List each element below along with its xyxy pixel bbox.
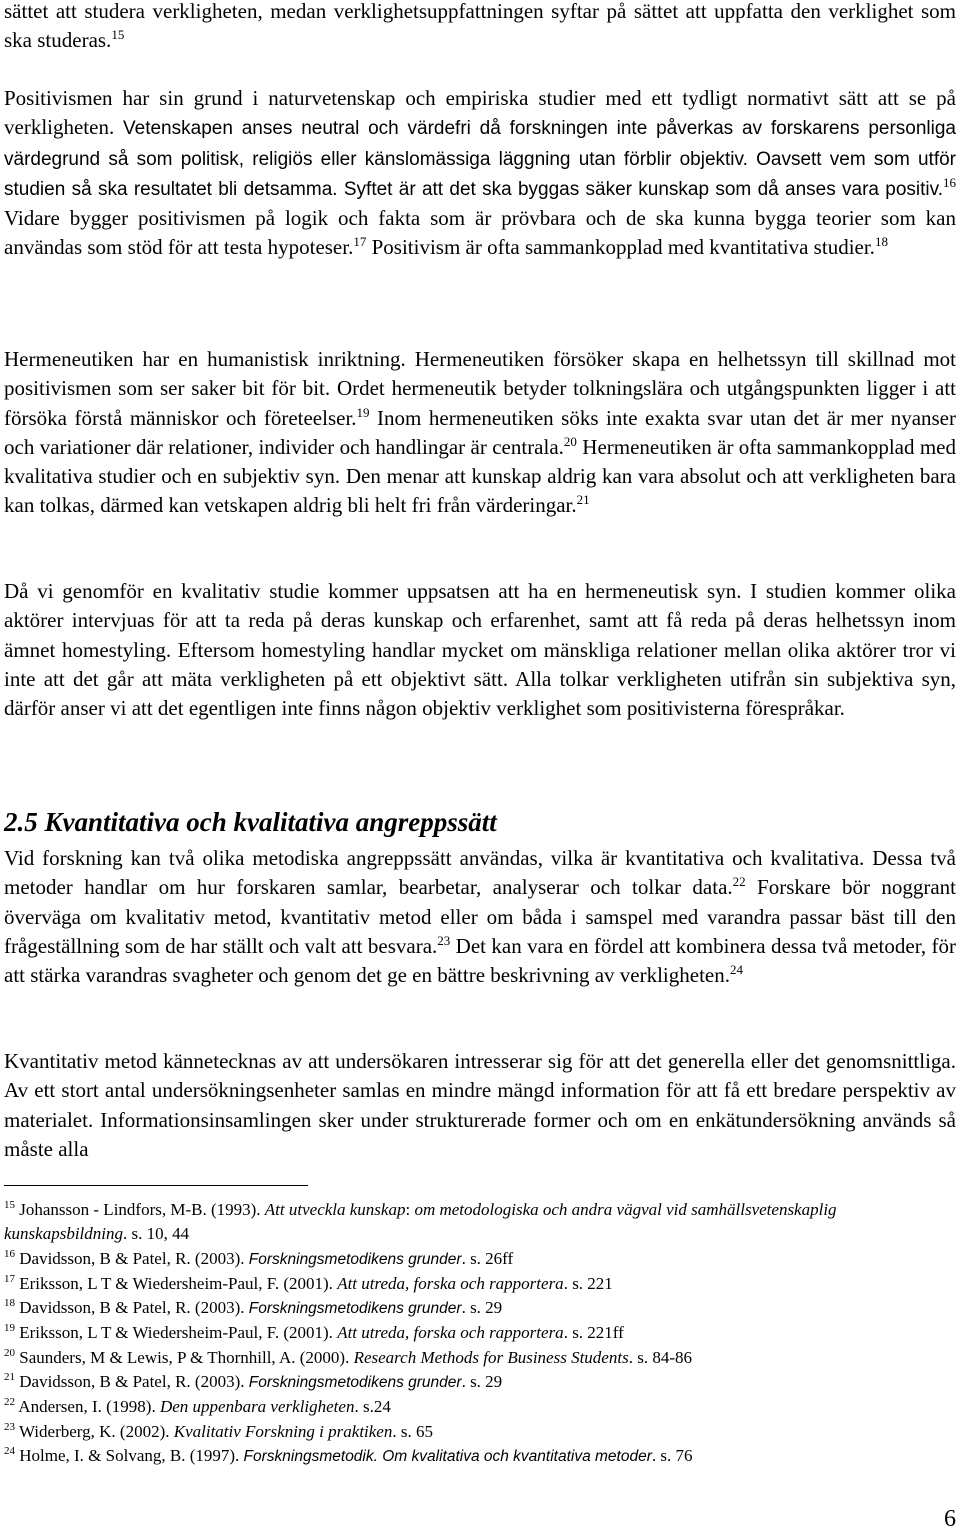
- footnote-ref-24[interactable]: 24: [729, 962, 743, 978]
- paragraph-positivism: [4, 84, 956, 263]
- paragraph-text: Forskare bör noggrant överväga om kvalitativ metod, kvantitativ metod eller om båda i samspel med varandra passar bäst till den frågeställning som de har ställt och valt att besvara.: [4, 875, 956, 958]
- paragraph-quantitative: [4, 1047, 956, 1164]
- paragraph-text: Inom hermeneutiken söks inte exakta svar utan det är mer nyanser och variationer där relationer, individer och handlingar är centrala.: [4, 405, 956, 459]
- paragraph-text-sans: Vetenskapen anses neutral och värdefri då forskningen inte påverkas av forskarens personliga värdegrund så som politisk, religiös eller känslomässiga läggning utan förblir objektiv. Oavsett vem som utför studien så ska resultatet bli detsamma. Syftet är att det ska byggas säker kunskap som då anses vara positiv.: [4, 118, 956, 200]
- footnote-ref-21[interactable]: 21: [576, 492, 590, 508]
- footnote: $^{18}$ Davidsson, B & Patel, R. (2003). Forskningsmetodikens grunder. s. 29: [4, 1297, 503, 1318]
- footnote-ref-15[interactable]: 15: [111, 27, 125, 43]
- footnote: $^{19}$ Eriksson, L T & Wiedersheim-Paul, F. (2001). Att utreda, forska och rapportera. s. 221ff: [4, 1322, 624, 1343]
- section-heading: 2.5 Kvantitativa och kvalitativa angreppssätt: [4, 807, 497, 837]
- footnote-separator: [4, 1185, 308, 1186]
- footnote: $^{22}$ Andersen, I. (1998). Den uppenbara verkligheten. s.24: [4, 1396, 391, 1417]
- footnote-ref-17[interactable]: 17: [353, 234, 367, 250]
- paragraph-text: Positivism är ofta sammankopplad med kvantitativa studier.: [366, 235, 875, 260]
- paragraph-methods: [4, 844, 956, 990]
- footnote: $^{20}$ Saunders, M & Lewis, P & Thornhill, A. (2000). Research Methods for Business Students. s. 84-86: [4, 1346, 692, 1367]
- footnote: $^{15}$ Johansson - Lindfors, M-B. (1993). Att utveckla kunskap: om metodologiska och andra vägval vid samhällsvetenskaplig kunskapsbildning. s. 10, 44: [4, 1199, 837, 1244]
- footnote: $^{21}$ Davidsson, B & Patel, R. (2003). Forskningsmetodikens grunder. s. 29: [4, 1371, 503, 1392]
- footnote-ref-16[interactable]: 16: [943, 174, 956, 190]
- paragraph-text: Hermeneutiken är ofta sammankopplad med kvalitativa studier och en subjektiv syn. Den menar att kunskap aldrig kan vara absolut och att verkligheten bara kan tolkas, därmed kan vetskapen aldrig bli helt fri från värderingar.: [4, 434, 957, 518]
- paragraph-text: sättet att studera verkligheten, medan verklighetsuppfattningen syftar på sättet att uppfatta den verklighet som ska studeras.: [4, 0, 956, 53]
- paragraph-hermeneutics: [4, 345, 956, 521]
- page-number: 6: [944, 1506, 956, 1532]
- footnote: $^{23}$ Widerberg, K. (2002). Kvalitativ Forskning i praktiken. s. 65: [4, 1420, 433, 1441]
- footnote-ref-19[interactable]: 19: [356, 404, 370, 420]
- paragraph-text: Det kan vara en fördel att kombinera dessa två metoder, för att stärka varandras svagheter och genom det ge en bättre beskrivning av verkligheten.: [4, 933, 956, 988]
- footnote: $^{17}$ Eriksson, L T & Wiedersheim-Paul, F. (2001). Att utreda, forska och rapportera. s. 221: [4, 1272, 613, 1293]
- paragraph-study-approach: [4, 577, 956, 723]
- paragraph-text: Då vi genomför en kvalitativ studie kommer uppsatsen att ha en hermeneutisk syn. I studien kommer olika aktörer intervjuas för att ta reda på deras kunskap och erfarenhet, samt att få reda på deras helhetssyn inom ämnet homestyling. Eftersom homestyling handlar mycket om mänskliga relationer mellan olika aktörer tror vi inte att det går att mäta verkligheten på ett objektivt sätt. Alla tolkar verkligheten utifrån sin subjektiva syn, därför anser vi att det egentligen inte finns någon objektiv verklighet som positivisterna förespråkar.: [4, 579, 956, 721]
- footnote-ref-22[interactable]: 22: [732, 874, 746, 890]
- footnote-ref-18[interactable]: 18: [874, 234, 888, 250]
- paragraph-text: Hermeneutiken har en humanistisk inriktning. Hermeneutiken försöker skapa en helhetssyn till skillnad mot positivismen som ser saker bit för bit. Ordet hermeneutik betyder tolkningslära och utgångspunkten ligger i att försöka förstå människor och företeelser.: [4, 347, 956, 430]
- paragraph-text: Vid forskning kan två olika metodiska angreppssätt användas, vilka är kvantitativa och kvalitativa. Dessa två metoder handlar om hur forskaren samlar, bearbetar, analyserar och tolkar data.: [4, 846, 956, 900]
- paragraph-text: Positivismen har sin grund i naturvetenskap och empiriska studier med ett tydligt normativt sätt att se på verkligheten.: [4, 86, 956, 140]
- footnote-ref-20[interactable]: 20: [563, 433, 577, 449]
- paragraph-text: Vidare bygger positivismen på logik och fakta som är prövbara och de ska kunna bygga teorier som kan användas som stöd för att testa hypoteser.: [4, 206, 956, 260]
- footnote-list: [4, 1198, 956, 1469]
- paragraph-text: Kvantitativ metod kännetecknas av att undersökaren intresserar sig för att det generella eller det genomsnittliga. Av ett stort antal undersökningsenheter samlas en mindre mängd information för att få ett bredare perspektiv av materialet. Informationsinsamlingen sker under strukturerade former och om en enkätundersökning används så måste alla: [4, 1049, 956, 1161]
- paragraph-intro: [4, 0, 956, 56]
- footnote-ref-23[interactable]: 23: [437, 932, 451, 948]
- document-page: [4, 0, 956, 1537]
- footnote: $^{16}$ Davidsson, B & Patel, R. (2003). Forskningsmetodikens grunder. s. 26ff: [4, 1247, 514, 1268]
- footnote: $^{24}$ Holme, I. & Solvang, B. (1997). Forskningsmetodik. Om kvalitativa och kvantitativa metoder. s. 76: [4, 1444, 693, 1465]
